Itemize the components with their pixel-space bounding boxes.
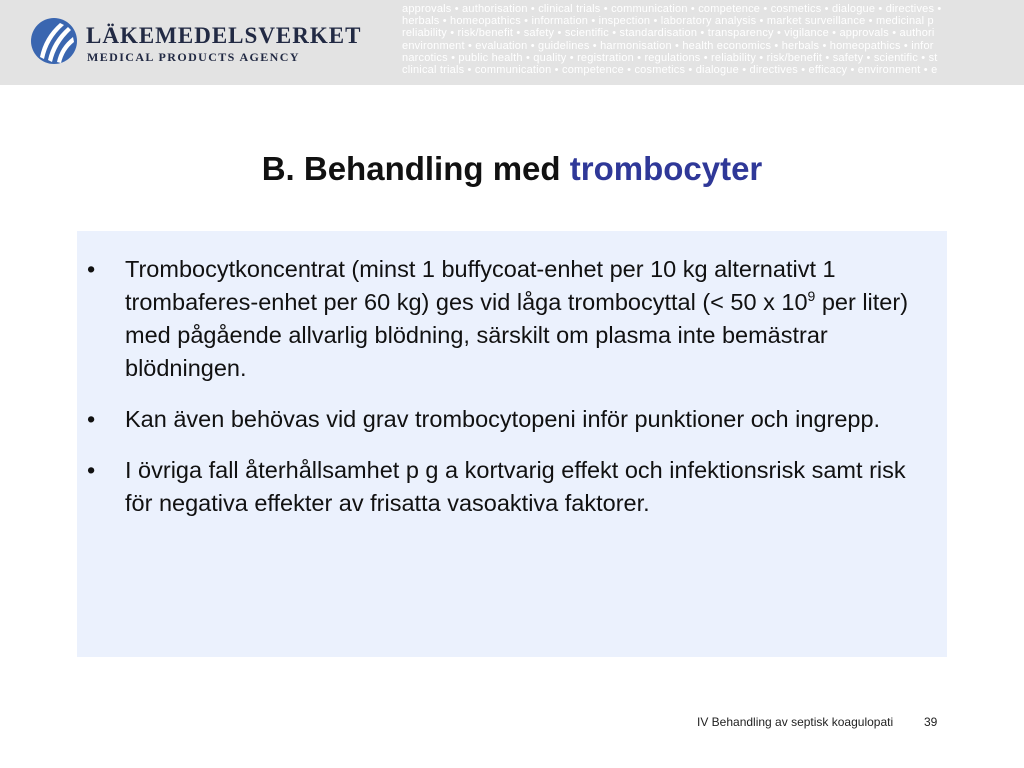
bullet-dot: • — [87, 457, 96, 483]
tagline-line: reliability • risk/benefit • safety • scientific • standardisation • transparency • vigilance • approvals • authori — [402, 27, 935, 40]
bullet-dot: • — [87, 256, 96, 282]
agency-emblem-icon — [30, 17, 78, 65]
bullet-text: Trombocytkoncentrat (minst 1 buffycoat-enhet per 10 kg alternativt 1 trombaferes-enhet per 60 kg) ges vid låga trombocyttal (< 50 x 10 — [125, 256, 836, 315]
content-box — [77, 231, 947, 657]
tagline-line: herbals • homeopathics • information • inspection • laboratory analysis • market surveillance • medicinal p — [402, 15, 934, 28]
footer-text: IV Behandling av septisk koagulopati — [697, 715, 894, 729]
bullet-text-cont: per liter) med pågående allvarlig blödning, särskilt om plasma inte bemästrar blödningen. — [125, 289, 909, 381]
bullet-text: Kan även behövas vid grav trombocytopeni inför punktioner och ingrepp. — [125, 406, 881, 432]
bullet-dot: • — [87, 406, 96, 432]
bullet-text: I övriga fall återhållsamhet p g a kortvarig effekt och infektionsrisk samt risk för negativa effekter av frisatta vasoaktiva faktorer. — [125, 457, 906, 516]
bullet-item — [77, 403, 947, 436]
tagline-line: environment • evaluation • guidelines • harmonisation • health economics • herbals • homeopathics • infor — [402, 39, 934, 52]
brand-name: LÄKEMEDELSVERKET — [86, 23, 362, 48]
tagline-line: approvals • authorisation • clinical trials • communication • competence • cosmetics • dialogue • directives • — [402, 3, 942, 15]
page-number: 39 — [924, 715, 938, 729]
bullet-item — [77, 253, 947, 385]
agency-logo — [30, 17, 362, 69]
slide-title-accent: trombocyter — [569, 150, 763, 187]
slide-title-main: B. Behandling med — [261, 150, 570, 187]
bullet-list — [77, 253, 947, 538]
superscript: 9 — [807, 288, 816, 304]
tagline-block — [402, 3, 1024, 85]
brand-subtitle: MEDICAL PRODUCTS AGENCY — [87, 50, 300, 64]
tagline-line: clinical trials • communication • competence • cosmetics • dialogue • directives • efficacy • environment • e — [402, 64, 938, 77]
bullet-item — [77, 454, 947, 520]
tagline-line: narcotics • public health • quality • registration • regulations • reliability • risk/benefit • safety • scientific • st — [402, 51, 938, 64]
slide-title — [0, 150, 1024, 188]
header-banner — [0, 0, 1024, 85]
